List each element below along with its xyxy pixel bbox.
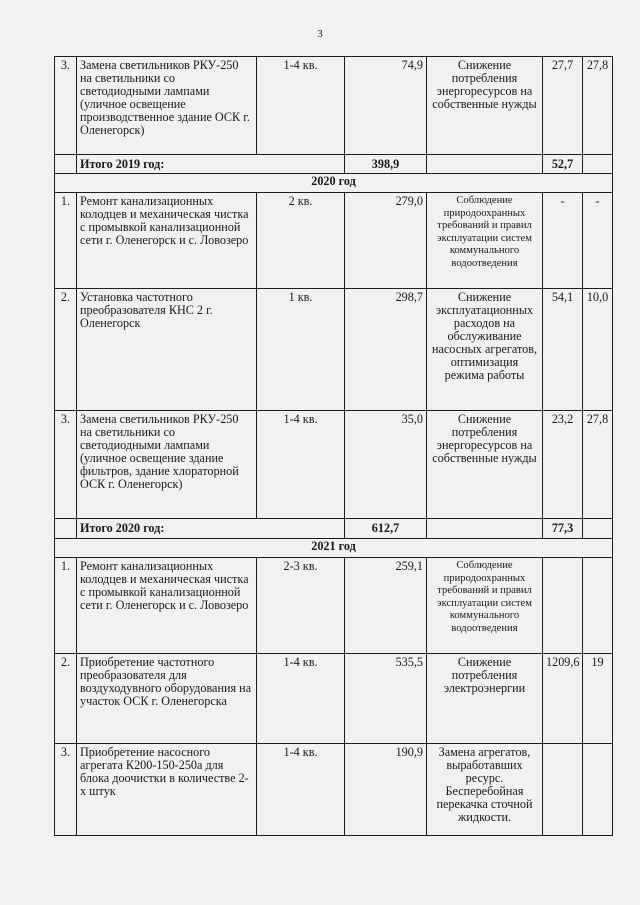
measure-row <box>55 744 613 836</box>
page-number: 3 <box>317 28 323 40</box>
year-header: 2020 год <box>55 174 613 193</box>
item-number: 1. <box>55 193 77 289</box>
measure-cost: 259,1 <box>345 558 427 654</box>
total-value: 52,7 <box>543 155 583 174</box>
item-number: 2. <box>55 654 77 744</box>
measure-term: 2-3 кв. <box>257 558 345 654</box>
effect-value-2: 27,8 <box>583 57 613 155</box>
item-number: 2. <box>55 289 77 411</box>
total-label: Итого 2019 год: <box>77 155 345 174</box>
total-empty-cell <box>583 519 613 539</box>
measure-row <box>55 57 613 155</box>
item-number: 3. <box>55 57 77 155</box>
effect-value-2: 10,0 <box>583 289 613 411</box>
effect-value-2: 27,8 <box>583 411 613 519</box>
measure-term: 1-4 кв. <box>257 57 345 155</box>
effect-value-1: 23,2 <box>543 411 583 519</box>
effect-value-2 <box>583 744 613 836</box>
measure-effect: Соблюдение природоохранных требований и правил эксплуатации систем коммунального водоотведения <box>427 193 543 289</box>
measure-effect: Снижение эксплуатационных расходов на обслуживание насосных агрегатов, оптимизация режима работы <box>427 289 543 411</box>
measure-row <box>55 193 613 289</box>
measure-name: Замена светильников РКУ-250 на светильники со светодиодными лампами (уличное освещение здание фильтров, здание хлораторной ОСК г. Оленегорск) <box>77 411 257 519</box>
effect-value-2: - <box>583 193 613 289</box>
year-header-row <box>55 539 613 558</box>
total-empty-cell <box>427 519 543 539</box>
measure-term: 1-4 кв. <box>257 744 345 836</box>
effect-value-2 <box>583 558 613 654</box>
measure-name: Приобретение частотного преобразователя для воздуходувного оборудования на участок ОСК г. Оленегорска <box>77 654 257 744</box>
item-number: 3. <box>55 744 77 836</box>
year-header: 2021 год <box>55 539 613 558</box>
effect-value-1: 54,1 <box>543 289 583 411</box>
measure-cost: 35,0 <box>345 411 427 519</box>
total-label: Итого 2020 год: <box>77 519 345 539</box>
measure-term: 1 кв. <box>257 289 345 411</box>
effect-value-2: 19 <box>583 654 613 744</box>
measure-effect: Снижение потребления энергоресурсов на собственные нужды <box>427 411 543 519</box>
measure-row <box>55 558 613 654</box>
measure-name: Замена светильников РКУ-250 на светильники со светодиодными лампами (уличное освещение производственное здание ОСК г. Оленегорск) <box>77 57 257 155</box>
measure-cost: 279,0 <box>345 193 427 289</box>
measure-row <box>55 411 613 519</box>
measure-name: Ремонт канализационных колодцев и механическая чистка с промывкой канализационной сети г. Оленегорск и с. Ловозеро <box>77 558 257 654</box>
measure-cost: 190,9 <box>345 744 427 836</box>
measure-term: 2 кв. <box>257 193 345 289</box>
year-header-row <box>55 174 613 193</box>
measure-term: 1-4 кв. <box>257 654 345 744</box>
total-cost: 612,7 <box>345 519 427 539</box>
effect-value-1 <box>543 744 583 836</box>
effect-value-1: 27,7 <box>543 57 583 155</box>
total-empty-cell <box>583 155 613 174</box>
effect-value-1 <box>543 558 583 654</box>
total-empty-cell <box>55 155 77 174</box>
measure-effect: Замена агрегатов, выработавших ресурс. Бесперебойная перекачка сточной жидкости. <box>427 744 543 836</box>
item-number: 3. <box>55 411 77 519</box>
total-empty-cell <box>427 155 543 174</box>
effect-value-1: - <box>543 193 583 289</box>
measure-name: Приобретение насосного агрегата К200-150-250а для блока доочистки в количестве 2-х штук <box>77 744 257 836</box>
measure-name: Ремонт канализационных колодцев и механическая чистка с промывкой канализационной сети г. Оленегорск и с. Ловозеро <box>77 193 257 289</box>
measure-effect: Соблюдение природоохранных требований и правил эксплуатации систем коммунального водоотведения <box>427 558 543 654</box>
total-row <box>55 155 613 174</box>
total-cost: 398,9 <box>345 155 427 174</box>
measure-row <box>55 654 613 744</box>
total-empty-cell <box>55 519 77 539</box>
measure-row <box>55 289 613 411</box>
item-number: 1. <box>55 558 77 654</box>
measure-term: 1-4 кв. <box>257 411 345 519</box>
measure-cost: 298,7 <box>345 289 427 411</box>
measure-name: Установка частотного преобразователя КНС 2 г. Оленегорск <box>77 289 257 411</box>
measures-table <box>54 56 613 836</box>
total-row <box>55 519 613 539</box>
total-value: 77,3 <box>543 519 583 539</box>
measure-effect: Снижение потребления электроэнергии <box>427 654 543 744</box>
measure-effect: Снижение потребления энергоресурсов на собственные нужды <box>427 57 543 155</box>
measure-cost: 74,9 <box>345 57 427 155</box>
measure-cost: 535,5 <box>345 654 427 744</box>
effect-value-1: 1209,6 <box>543 654 583 744</box>
